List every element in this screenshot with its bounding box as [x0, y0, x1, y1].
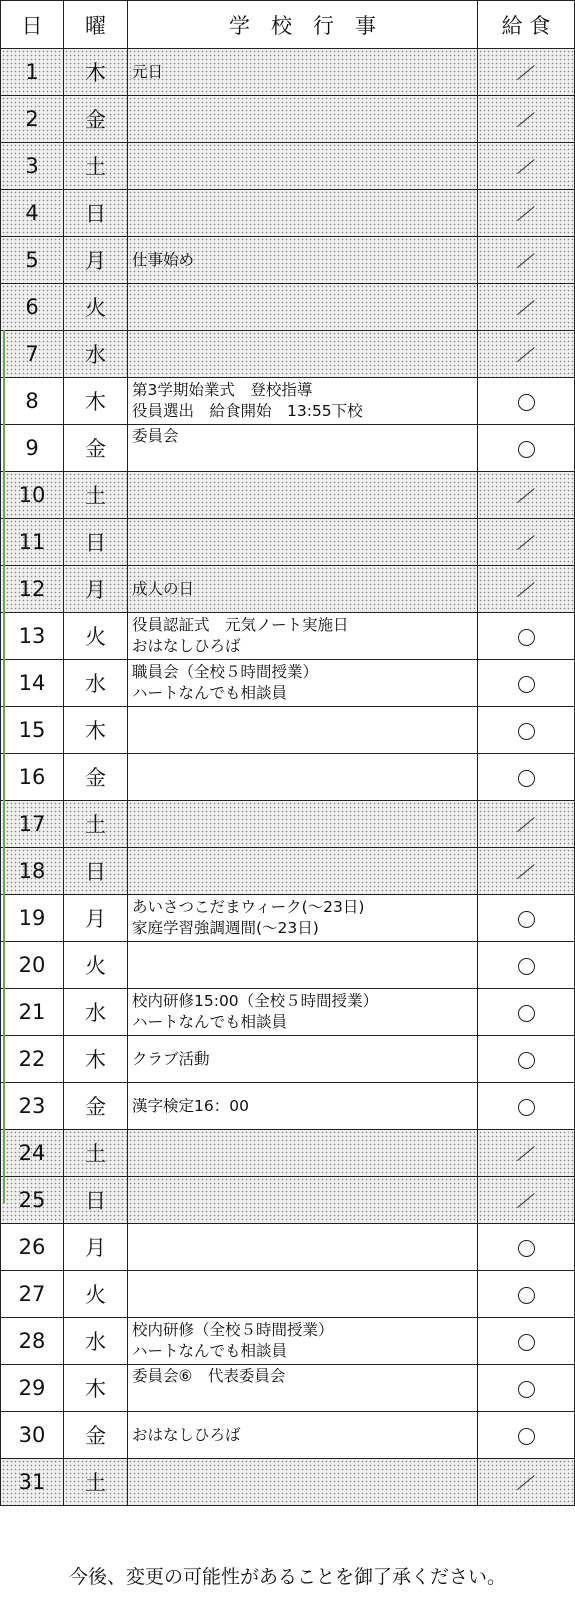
meal-served-icon: [518, 1334, 535, 1351]
header-meal: 給 食: [478, 1, 575, 49]
table-row: [1, 1271, 575, 1318]
table-row: [1, 613, 575, 660]
day-cell: 2: [1, 96, 64, 143]
day-cell: 6: [1, 284, 64, 331]
meal-cell: [478, 660, 575, 707]
weekday-cell: 月: [64, 237, 128, 284]
meal-cell: [478, 1271, 575, 1318]
meal-cell: [478, 425, 575, 472]
header-row: [1, 1, 575, 49]
event-text: 漢字検定16：00: [132, 1096, 249, 1115]
meal-cell: [478, 378, 575, 425]
event-cell: [128, 1365, 478, 1412]
event-cell: [128, 1130, 478, 1177]
event-text: 職員会（全校５時間授業）: [132, 663, 319, 681]
weekday-cell: 土: [64, 801, 128, 848]
table-row: [1, 1036, 575, 1083]
event-cell: [128, 566, 478, 613]
no-meal-slash-icon: [517, 864, 535, 879]
no-meal-slash-icon: [517, 65, 535, 80]
day-cell: 5: [1, 237, 64, 284]
no-meal-slash-icon: [517, 300, 535, 315]
meal-cell: [478, 801, 575, 848]
day-cell: 3: [1, 143, 64, 190]
event-text: ハートなんでも相談員: [132, 684, 288, 702]
no-meal-slash-icon: [517, 1475, 535, 1490]
day-cell: 10: [1, 472, 64, 519]
green-margin-line: [3, 330, 5, 1203]
day-cell: 30: [1, 1412, 64, 1459]
weekday-cell: 木: [64, 49, 128, 96]
weekday-cell: 水: [64, 1318, 128, 1365]
weekday-cell: 日: [64, 848, 128, 895]
table-row: [1, 49, 575, 96]
meal-cell: [478, 989, 575, 1036]
meal-cell: [478, 1459, 575, 1506]
meal-served-icon: [518, 394, 535, 411]
meal-served-icon: [518, 1287, 535, 1304]
schedule-body: [1, 49, 575, 1506]
weekday-cell: 火: [64, 1271, 128, 1318]
day-cell: 18: [1, 848, 64, 895]
table-row: [1, 1412, 575, 1459]
day-cell: 23: [1, 1083, 64, 1130]
weekday-cell: 土: [64, 472, 128, 519]
table-row: [1, 707, 575, 754]
table-row: [1, 848, 575, 895]
weekday-cell: 火: [64, 613, 128, 660]
day-cell: 1: [1, 49, 64, 96]
table-row: [1, 801, 575, 848]
weekday-cell: 水: [64, 660, 128, 707]
table-row: [1, 660, 575, 707]
event-cell: [128, 801, 478, 848]
weekday-cell: 金: [64, 425, 128, 472]
weekday-cell: 金: [64, 1083, 128, 1130]
table-row: [1, 519, 575, 566]
no-meal-slash-icon: [517, 582, 535, 597]
event-text: 校内研修15:00（全校５時間授業）: [132, 992, 379, 1010]
meal-served-icon: [518, 1381, 535, 1398]
table-row: [1, 754, 575, 801]
day-cell: 14: [1, 660, 64, 707]
event-cell: [128, 1318, 478, 1365]
meal-served-icon: [518, 1005, 535, 1022]
event-text: あいさつこだまウィーク(～23日): [132, 898, 365, 916]
weekday-cell: 木: [64, 707, 128, 754]
meal-cell: [478, 707, 575, 754]
no-meal-slash-icon: [517, 347, 535, 362]
day-cell: 4: [1, 190, 64, 237]
meal-served-icon: [518, 629, 535, 646]
event-cell: [128, 989, 478, 1036]
event-text: クラブ活動: [132, 1049, 210, 1068]
no-meal-slash-icon: [517, 1146, 535, 1161]
table-row: [1, 1365, 575, 1412]
meal-cell: [478, 566, 575, 613]
meal-cell: [478, 143, 575, 190]
no-meal-slash-icon: [517, 1193, 535, 1208]
event-text: 第3学期始業式 登校指導: [132, 381, 313, 399]
event-cell: [128, 1224, 478, 1271]
no-meal-slash-icon: [517, 817, 535, 832]
day-cell: 31: [1, 1459, 64, 1506]
day-cell: 25: [1, 1177, 64, 1224]
event-cell: [128, 754, 478, 801]
weekday-cell: 月: [64, 1224, 128, 1271]
event-text: 委員会: [132, 427, 179, 445]
table-row: [1, 1459, 575, 1506]
weekday-cell: 土: [64, 1130, 128, 1177]
event-cell: [128, 190, 478, 237]
weekday-cell: 木: [64, 1365, 128, 1412]
event-text: 委員会⑥ 代表委員会: [132, 1367, 286, 1385]
event-text: 仕事始め: [132, 250, 195, 269]
event-cell: [128, 1412, 478, 1459]
no-meal-slash-icon: [517, 535, 535, 550]
table-row: [1, 237, 575, 284]
meal-served-icon: [518, 723, 535, 740]
meal-served-icon: [518, 911, 535, 928]
day-cell: 28: [1, 1318, 64, 1365]
day-cell: 29: [1, 1365, 64, 1412]
day-cell: 8: [1, 378, 64, 425]
meal-cell: [478, 331, 575, 378]
meal-cell: [478, 613, 575, 660]
day-cell: 26: [1, 1224, 64, 1271]
weekday-cell: 日: [64, 519, 128, 566]
day-cell: 13: [1, 613, 64, 660]
meal-served-icon: [518, 1052, 535, 1069]
table-row: [1, 378, 575, 425]
meal-cell: [478, 49, 575, 96]
day-cell: 9: [1, 425, 64, 472]
event-cell: [128, 1177, 478, 1224]
table-row: [1, 284, 575, 331]
event-text: 役員選出 給食開始 13:55下校: [132, 402, 363, 420]
event-cell: [128, 143, 478, 190]
table-row: [1, 1130, 575, 1177]
table-row: [1, 1224, 575, 1271]
event-cell: [128, 1036, 478, 1083]
weekday-cell: 日: [64, 1177, 128, 1224]
event-text: おはなしひろば: [132, 637, 241, 655]
event-text: 家庭学習強調週間(～23日): [132, 919, 319, 937]
weekday-cell: 金: [64, 754, 128, 801]
event-cell: [128, 284, 478, 331]
meal-served-icon: [518, 958, 535, 975]
event-cell: [128, 942, 478, 989]
table-row: [1, 143, 575, 190]
meal-cell: [478, 472, 575, 519]
weekday-cell: 火: [64, 942, 128, 989]
event-cell: [128, 895, 478, 942]
meal-cell: [478, 1412, 575, 1459]
day-cell: 16: [1, 754, 64, 801]
table-row: [1, 566, 575, 613]
day-cell: 7: [1, 331, 64, 378]
no-meal-slash-icon: [517, 206, 535, 221]
no-meal-slash-icon: [517, 253, 535, 268]
table-row: [1, 331, 575, 378]
table-row: [1, 190, 575, 237]
meal-cell: [478, 284, 575, 331]
event-cell: [128, 1271, 478, 1318]
event-text: 成人の日: [132, 579, 195, 598]
event-cell: [128, 848, 478, 895]
weekday-cell: 金: [64, 96, 128, 143]
weekday-cell: 木: [64, 1036, 128, 1083]
weekday-cell: 水: [64, 331, 128, 378]
event-cell: [128, 707, 478, 754]
weekday-cell: 月: [64, 566, 128, 613]
meal-served-icon: [518, 1240, 535, 1257]
meal-cell: [478, 1365, 575, 1412]
meal-cell: [478, 1318, 575, 1365]
meal-cell: [478, 190, 575, 237]
header-event: 学 校 行 事: [128, 1, 478, 49]
meal-served-icon: [518, 770, 535, 787]
meal-cell: [478, 895, 575, 942]
weekday-cell: 金: [64, 1412, 128, 1459]
event-text: ハートなんでも相談員: [132, 1342, 288, 1360]
event-cell: [128, 519, 478, 566]
day-cell: 19: [1, 895, 64, 942]
footer-note: 今後、変更の可能性があることを御了承ください。: [68, 1566, 506, 1588]
weekday-cell: 木: [64, 378, 128, 425]
meal-served-icon: [518, 676, 535, 693]
meal-cell: [478, 1083, 575, 1130]
meal-served-icon: [518, 1428, 535, 1445]
day-cell: 17: [1, 801, 64, 848]
day-cell: 12: [1, 566, 64, 613]
meal-cell: [478, 1224, 575, 1271]
no-meal-slash-icon: [517, 112, 535, 127]
no-meal-slash-icon: [517, 159, 535, 174]
day-cell: 15: [1, 707, 64, 754]
day-cell: 24: [1, 1130, 64, 1177]
weekday-cell: 月: [64, 895, 128, 942]
event-cell: [128, 96, 478, 143]
event-text: ハートなんでも相談員: [132, 1013, 288, 1031]
weekday-cell: 水: [64, 989, 128, 1036]
meal-cell: [478, 1177, 575, 1224]
weekday-cell: 日: [64, 190, 128, 237]
event-cell: [128, 49, 478, 96]
event-cell: [128, 472, 478, 519]
meal-cell: [478, 237, 575, 284]
meal-served-icon: [518, 1099, 535, 1116]
table-row: [1, 1318, 575, 1365]
meal-cell: [478, 1130, 575, 1177]
no-meal-slash-icon: [517, 488, 535, 503]
event-cell: [128, 613, 478, 660]
meal-cell: [478, 519, 575, 566]
event-cell: [128, 660, 478, 707]
meal-cell: [478, 848, 575, 895]
day-cell: 21: [1, 989, 64, 1036]
meal-cell: [478, 754, 575, 801]
table-row: [1, 989, 575, 1036]
day-cell: 22: [1, 1036, 64, 1083]
header-dow: 曜: [64, 1, 128, 49]
meal-cell: [478, 942, 575, 989]
event-text: おはなしひろば: [132, 1425, 241, 1444]
table-row: [1, 1177, 575, 1224]
weekday-cell: 土: [64, 143, 128, 190]
event-text: 校内研修（全校５時間授業）: [132, 1321, 334, 1339]
weekday-cell: 火: [64, 284, 128, 331]
meal-cell: [478, 1036, 575, 1083]
meal-cell: [478, 96, 575, 143]
header-day: 日: [1, 1, 64, 49]
table-row: [1, 96, 575, 143]
meal-served-icon: [518, 441, 535, 458]
event-cell: [128, 237, 478, 284]
event-text: 役員認証式 元気ノート実施日: [132, 616, 349, 634]
event-cell: [128, 425, 478, 472]
day-cell: 20: [1, 942, 64, 989]
event-cell: [128, 331, 478, 378]
event-text: 元日: [132, 62, 164, 81]
table-row: [1, 942, 575, 989]
weekday-cell: 土: [64, 1459, 128, 1506]
table-row: [1, 895, 575, 942]
day-cell: 11: [1, 519, 64, 566]
table-row: [1, 425, 575, 472]
event-cell: [128, 378, 478, 425]
day-cell: 27: [1, 1271, 64, 1318]
table-row: [1, 1083, 575, 1130]
event-cell: [128, 1459, 478, 1506]
table-row: [1, 472, 575, 519]
event-cell: [128, 1083, 478, 1130]
